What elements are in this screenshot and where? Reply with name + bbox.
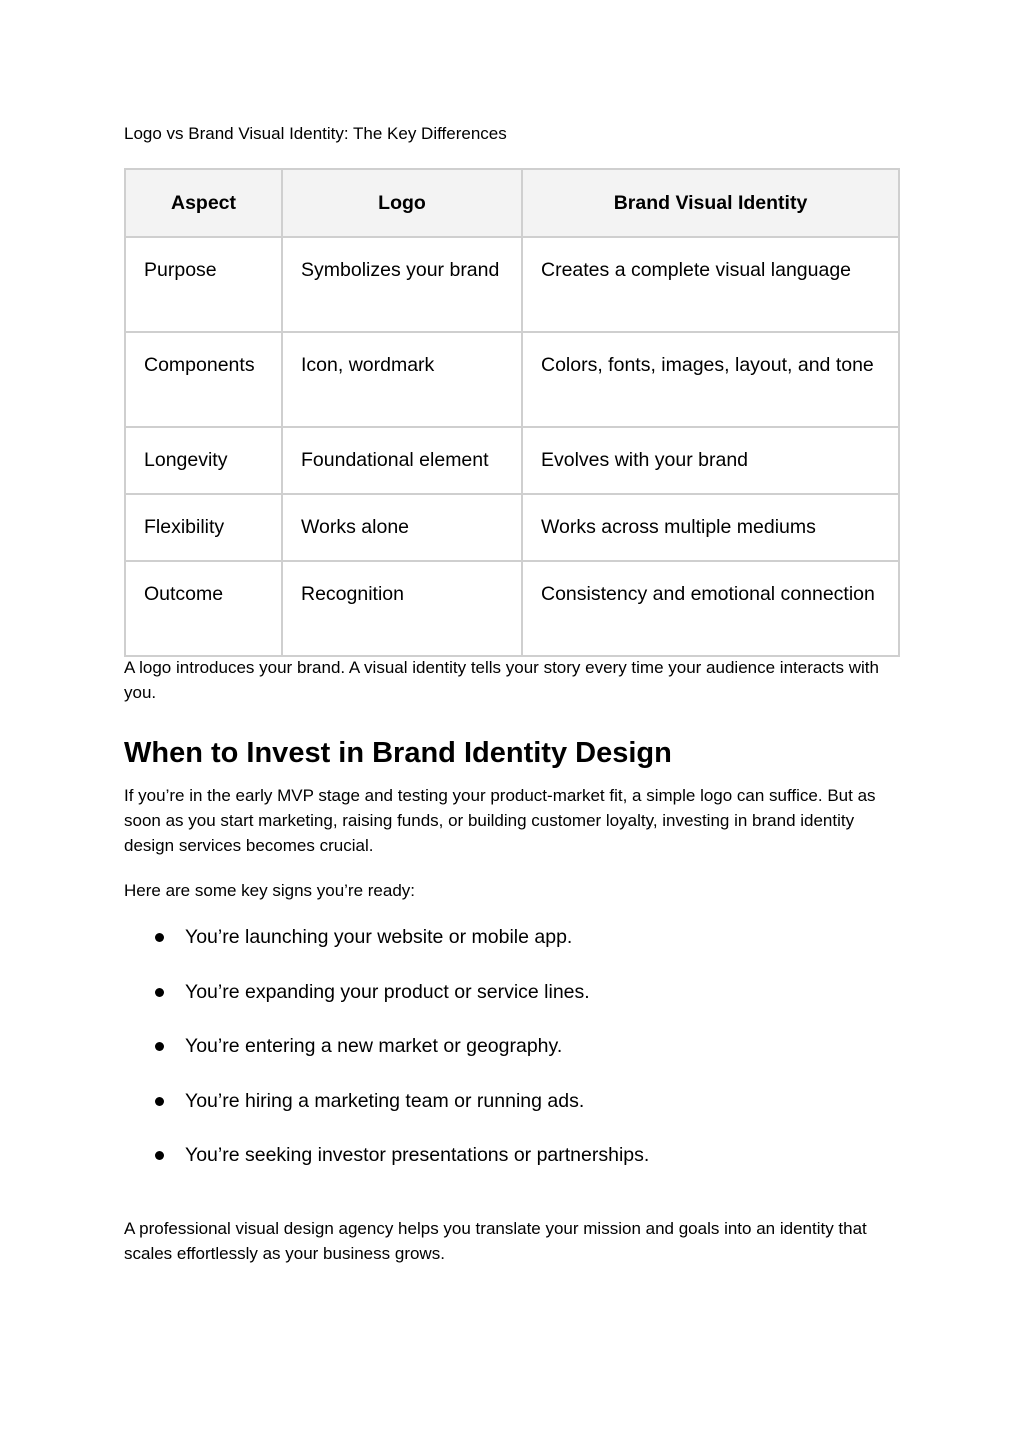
list-item-text: You’re entering a new market or geography.: [185, 1035, 563, 1057]
header-aspect: Aspect: [125, 169, 282, 237]
closing-paragraph: A professional visual design agency helps you translate your mission and goals into an identity that scales effortlessly as your business grows.: [124, 1219, 867, 1263]
table-cell: Flexibility: [125, 494, 282, 561]
table-cell: Outcome: [125, 561, 282, 656]
table-cell: Works across multiple mediums: [522, 494, 899, 561]
comparison-table: [124, 168, 900, 657]
bullet-icon: [155, 988, 164, 997]
list-item-text: You’re launching your website or mobile app.: [185, 926, 573, 948]
bullet-icon: [155, 933, 164, 942]
section-heading: When to Invest in Brand Identity Design: [124, 737, 672, 769]
bullet-icon: [155, 1151, 164, 1160]
table-cell: Foundational element: [282, 427, 522, 494]
list-item: [124, 977, 900, 1032]
table-row: [125, 427, 899, 494]
table-row: [125, 494, 899, 561]
table-cell: Colors, fonts, images, layout, and tone: [522, 332, 899, 427]
table-row: [125, 561, 899, 656]
list-item: [124, 1086, 900, 1141]
signs-list: [124, 922, 900, 1195]
table-cell: Creates a complete visual language: [522, 237, 899, 332]
table-cell: Purpose: [125, 237, 282, 332]
header-brand-visual-identity: Brand Visual Identity: [522, 169, 899, 237]
table-row: [125, 237, 899, 332]
list-item: [124, 1140, 900, 1195]
list-item-text: You’re expanding your product or service lines.: [185, 980, 590, 1003]
bullet-icon: [155, 1097, 164, 1106]
table-cell: Icon, wordmark: [282, 332, 522, 427]
list-item: [124, 922, 900, 977]
table-cell: Evolves with your brand: [522, 427, 899, 494]
table-cell: Symbolizes your brand: [282, 237, 522, 332]
table-cell: Consistency and emotional connection: [522, 561, 899, 656]
list-item-text: You’re hiring a marketing team or running ads.: [185, 1089, 585, 1112]
table-cell: Works alone: [282, 494, 522, 561]
table-caption: Logo vs Brand Visual Identity: The Key Differences: [124, 124, 507, 143]
bullet-icon: [155, 1042, 164, 1051]
table-cell: Recognition: [282, 561, 522, 656]
intro-paragraph: If you’re in the early MVP stage and testing your product-market fit, a simple logo can suffice. But as soon as you start marketing, raising funds, or building customer loyalty, investing in brand identity design services becomes crucial.: [124, 786, 876, 855]
signs-lead-paragraph: Here are some key signs you’re ready:: [124, 881, 416, 900]
table-cell: Components: [125, 332, 282, 427]
header-logo: Logo: [282, 169, 522, 237]
list-item-text: You’re seeking investor presentations or partnerships.: [185, 1144, 650, 1166]
table-summary-paragraph: A logo introduces your brand. A visual identity tells your story every time your audience interacts with you.: [124, 658, 879, 702]
table-header-row: [125, 169, 899, 237]
table-row: [125, 332, 899, 427]
list-item: [124, 1031, 900, 1086]
table-cell: Longevity: [125, 427, 282, 494]
